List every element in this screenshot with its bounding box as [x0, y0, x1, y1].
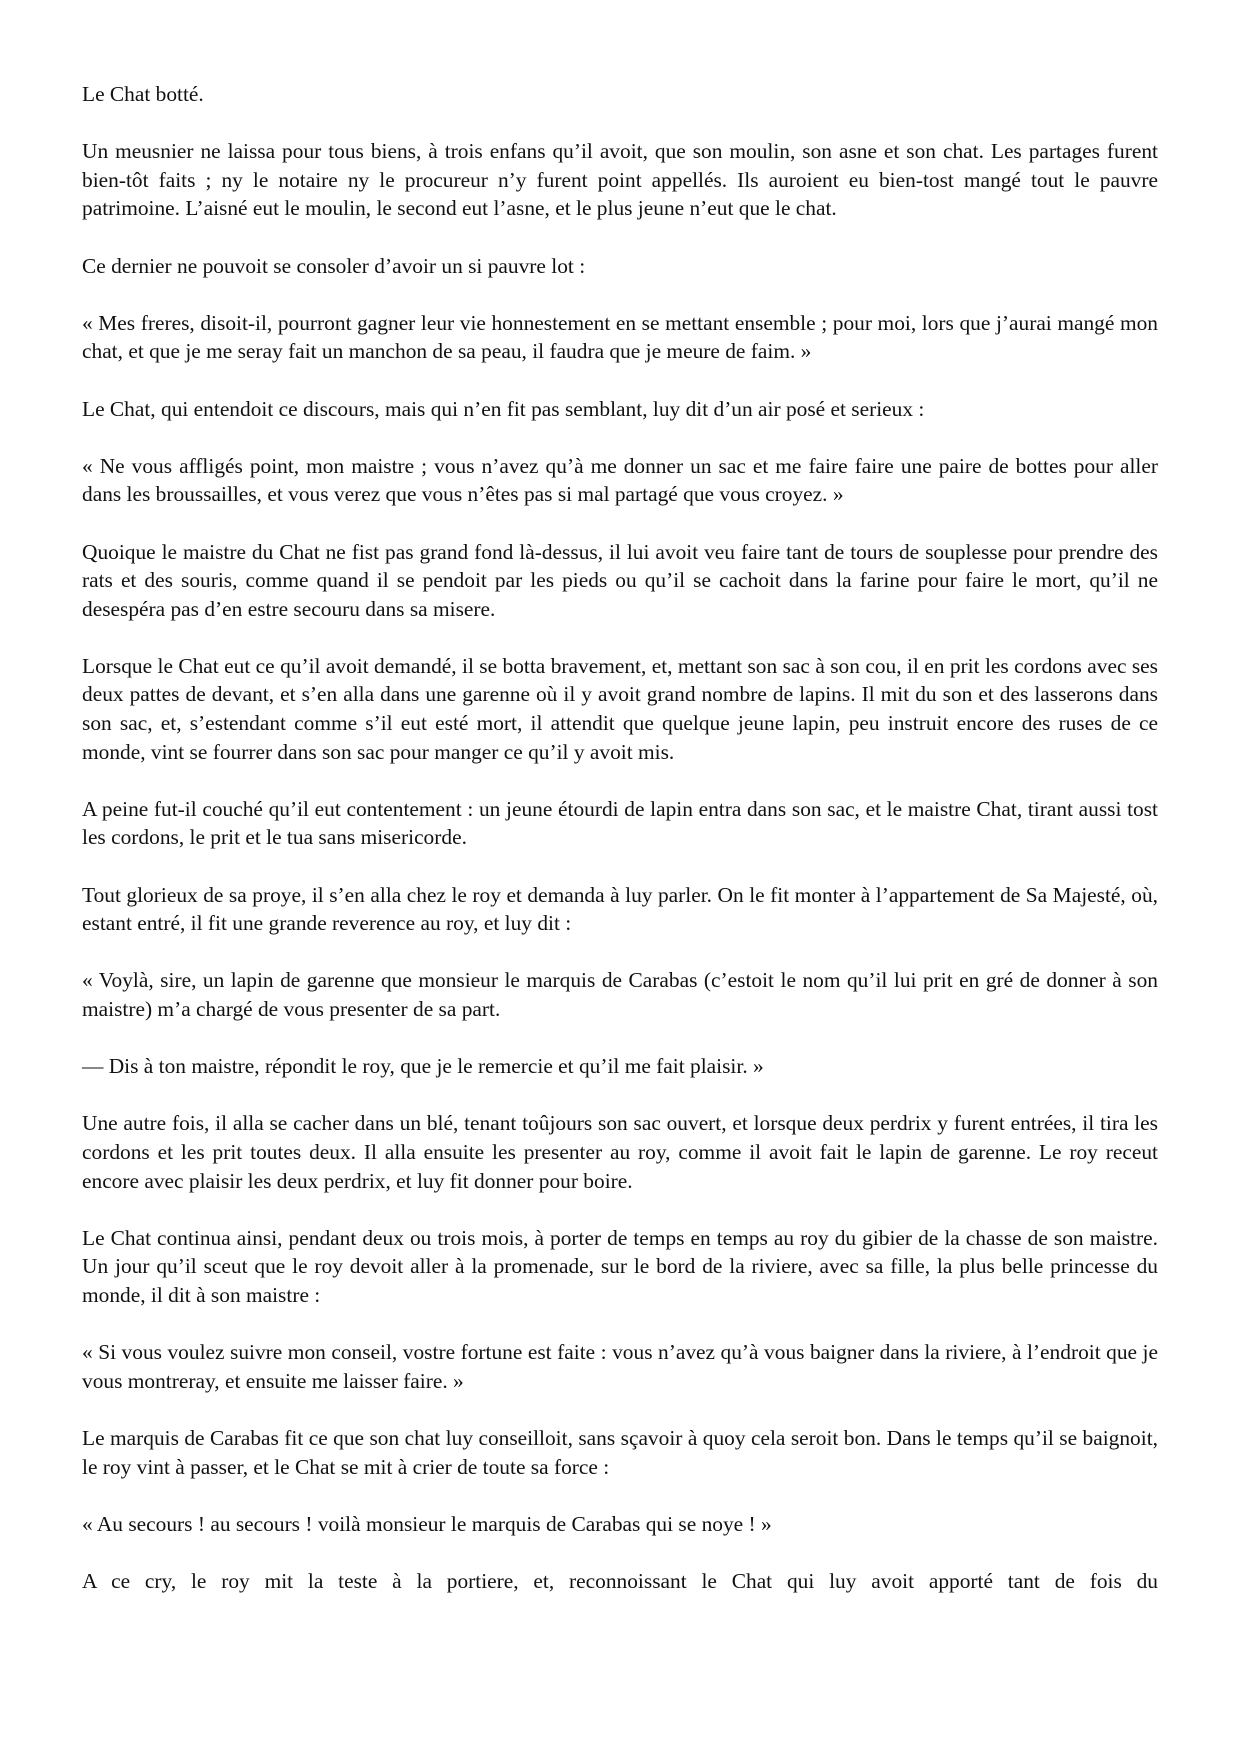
paragraph: « Ne vous affligés point, mon maistre ; vous n’avez qu’à me donner un sac et me faire faire une paire de bottes pour aller dans les broussailles, et vous verez que vous n’êtes pas si mal partagé que vous croyez. »: [82, 453, 1158, 507]
paragraph: « Mes freres, disoit-il, pourront gagner leur vie honnestement en se mettant ensemble ; pour moi, lors que j’aurai mangé mon chat, et que je me seray fait un manchon de sa peau, il faudra que je meure de faim. »: [82, 310, 1158, 364]
paragraph: Une autre fois, il alla se cacher dans un blé, tenant toûjours son sac ouvert, et lorsque deux perdrix y furent entrées, il tira les cordons et les prit toutes deux. Il alla ensuite les presenter au roy, comme il avoit fait le lapin de garenne. Le roy receut encore avec plaisir les deux perdrix, et luy fit donner pour boire.: [82, 1111, 1158, 1193]
document-page: [82, 80, 1158, 1595]
paragraph: Tout glorieux de sa proye, il s’en alla chez le roy et demanda à luy parler. On le fit monter à l’appartement de Sa Majesté, où, estant entré, il fit une grande reverence au roy, et luy dit :: [82, 882, 1158, 936]
paragraph: A ce cry, le roy mit la teste à la portiere, et, reconnoissant le Chat qui luy avoit apporté tant de fois du: [82, 1568, 1158, 1593]
document-title: Le Chat botté.: [82, 82, 204, 106]
paragraph: Le marquis de Carabas fit ce que son chat luy conseilloit, sans sçavoir à quoy cela seroit bon. Dans le temps qu’il se baignoit, le roy vint à passer, et le Chat se mit à crier de toute sa force :: [82, 1425, 1158, 1479]
paragraph: A peine fut-il couché qu’il eut contentement : un jeune étourdi de lapin entra dans son sac, et le maistre Chat, tirant aussi tost les cordons, le prit et le tua sans misericorde.: [82, 796, 1158, 850]
paragraph: « Voylà, sire, un lapin de garenne que monsieur le marquis de Carabas (c’estoit le nom qu’il lui prit en gré de donner à son maistre) m’a chargé de vous presenter de sa part.: [82, 968, 1158, 1021]
paragraph: — Dis à ton maistre, répondit le roy, que je le remercie et qu’il me fait plaisir. »: [82, 1054, 764, 1079]
paragraph: « Au secours ! au secours ! voilà monsieur le marquis de Carabas qui se noye ! »: [82, 1511, 772, 1536]
paragraph: Lorsque le Chat eut ce qu’il avoit demandé, il se botta bravement, et, mettant son sac à son cou, il en prit les cordons avec ses deux pattes de devant, et s’en alla dans une garenne où il y avoit grand nombre de lapins. Il mit du son et des lasserons dans son sac, et, s’estendant comme s’il eut esté mort, il attendit que quelque jeune lapin, peu instruit encore des ruses de ce monde, vint se fourrer dans son sac pour manger ce qu’il y avoit mis.: [82, 653, 1158, 764]
paragraph: Ce dernier ne pouvoit se consoler d’avoir un si pauvre lot :: [82, 253, 586, 278]
paragraph: Le Chat, qui entendoit ce discours, mais qui n’en fit pas semblant, luy dit d’un air posé et serieux :: [82, 396, 925, 421]
paragraph: Un meusnier ne laissa pour tous biens, à trois enfans qu’il avoit, que son moulin, son asne et son chat. Les partages furent bien-tôt faits ; ny le notaire ny le procureur n’y furent point appellés. Ils auroient eu bien-tost mangé tout le pauvre patrimoine. L’aisné eut le moulin, le second eut l’asne, et le plus jeune n’eut que le chat.: [82, 139, 1158, 221]
paragraph: Quoique le maistre du Chat ne fist pas grand fond là-dessus, il lui avoit veu faire tant de tours de souplesse pour prendre des rats et des souris, comme quand il se pendoit par les pieds ou qu’il se cachoit dans la farine pour faire le mort, qu’il ne desespéra pas d’en estre secouru dans sa misere.: [82, 539, 1158, 621]
paragraph: Le Chat continua ainsi, pendant deux ou trois mois, à porter de temps en temps au roy du gibier de la chasse de son maistre. Un jour qu’il sceut que le roy devoit aller à la promenade, sur le bord de la riviere, avec sa fille, la plus belle princesse du monde, il dit à son maistre :: [82, 1225, 1158, 1307]
paragraph: « Si vous voulez suivre mon conseil, vostre fortune est faite : vous n’avez qu’à vous baigner dans la riviere, à l’endroit que je vous montreray, et ensuite me laisser faire. »: [82, 1340, 1158, 1393]
